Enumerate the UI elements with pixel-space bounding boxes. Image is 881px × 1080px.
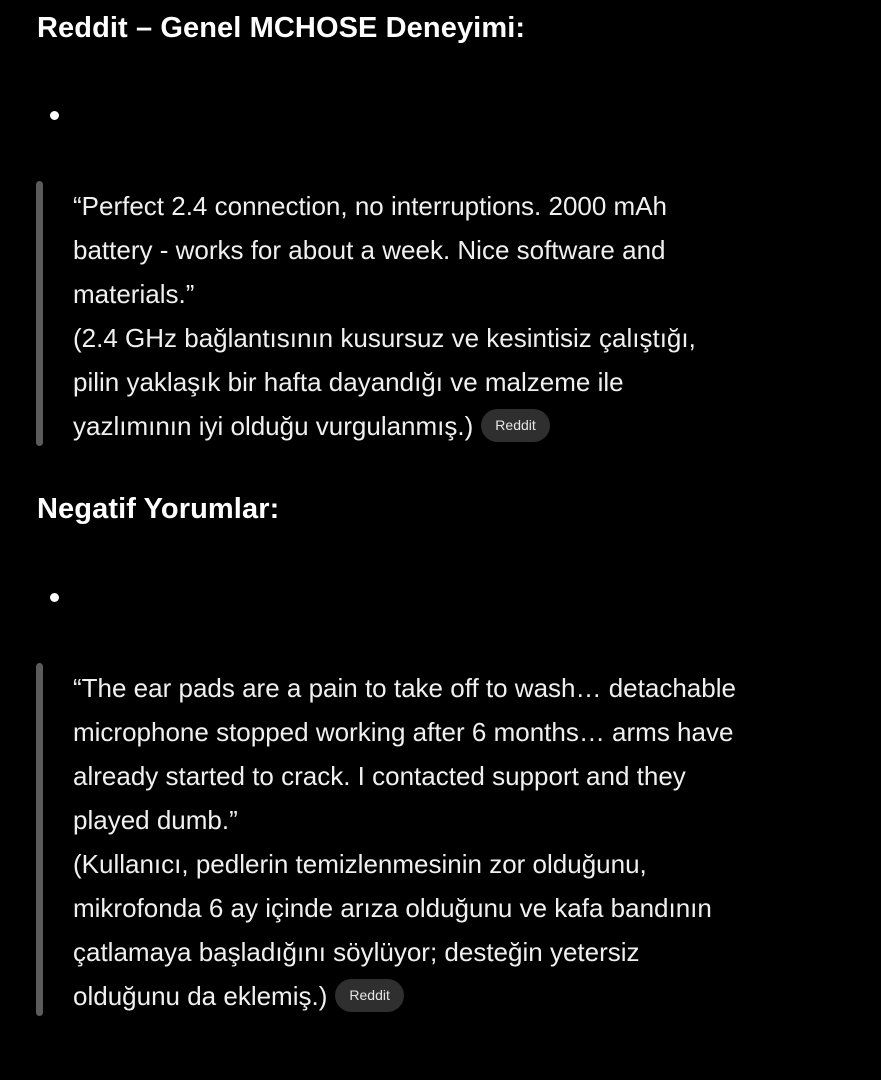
quote-line-text: olduğunu da eklemiş.) [73, 981, 328, 1011]
source-link-reddit[interactable]: Reddit [335, 979, 403, 1012]
bullet-point [50, 593, 59, 602]
quote-line: already started to crack. I contacted support and they [73, 761, 686, 791]
quote-line: pilin yaklaşık bir hafta dayandığı ve malzeme ile [73, 367, 624, 397]
blockquote-bar [36, 181, 43, 446]
bullet-point [50, 111, 59, 120]
quote-line-last [73, 404, 863, 448]
blockquote-text [73, 666, 863, 1018]
quote-line: battery - works for about a week. Nice software and [73, 235, 666, 265]
quote-line: mikrofonda 6 ay içinde arıza olduğunu ve kafa bandının [73, 893, 712, 923]
quote-line: materials.” [73, 279, 195, 309]
quote-line: (2.4 GHz bağlantısının kusursuz ve kesintisiz çalıştığı, [73, 323, 696, 353]
quote-line-text: yazlımının iyi olduğu vurgulanmış.) [73, 411, 474, 441]
blockquote-bar [36, 663, 43, 1016]
section-heading-reddit-experience: Reddit – Genel MCHOSE Deneyimi: [37, 12, 526, 44]
quote-line: “Perfect 2.4 connection, no interruptions. 2000 mAh [73, 191, 668, 221]
quote-line: microphone stopped working after 6 months… arms have [73, 717, 734, 747]
quote-line: çatlamaya başladığını söylüyor; desteğin yetersiz [73, 937, 640, 967]
quote-line-last [73, 974, 863, 1018]
blockquote-positive [36, 181, 856, 446]
blockquote-negative [36, 663, 856, 1016]
quote-line: “The ear pads are a pain to take off to wash… detachable [73, 673, 736, 703]
blockquote-text [73, 184, 863, 448]
quote-line: (Kullanıcı, pedlerin temizlenmesinin zor olduğunu, [73, 849, 647, 879]
section-heading-negative-reviews: Negatif Yorumlar: [37, 493, 280, 525]
quote-line: played dumb.” [73, 805, 238, 835]
source-link-reddit[interactable]: Reddit [481, 409, 549, 442]
